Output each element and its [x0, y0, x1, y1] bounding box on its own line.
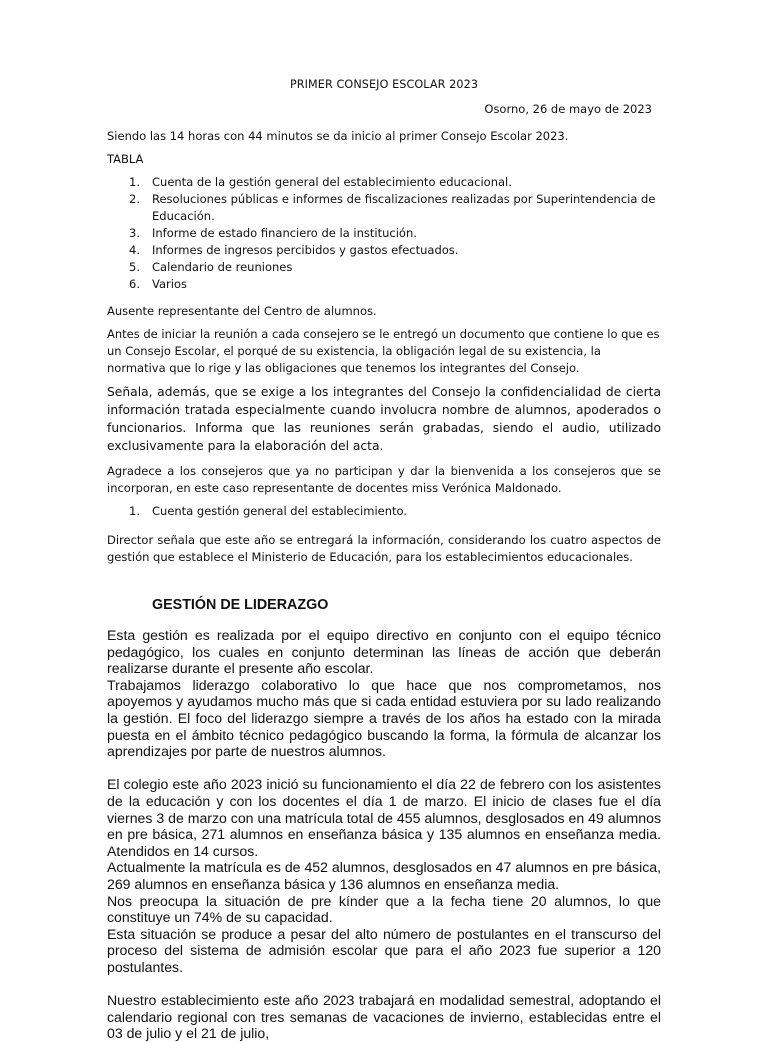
body-paragraph: Trabajamos liderazgo colaborativo lo que hace que nos comprometamos, nos apoyemos y ayudamos mucho más que si cada entidad estuviera por su lado realizando la gestión. El foco del liderazgo siempre a través de los años ha estado con la mirada puesta en el ámbito técnico pedagógico buscando la forma, la fórmula de alcanzar los aprendizajes por parte de nuestros alumnos. — [107, 676, 661, 760]
body-paragraph: Nos preocupa la situación de pre kínder que a la fecha tiene 20 alumnos, lo que constituye un 74% de su capacidad. — [107, 892, 661, 926]
agenda-item — [107, 174, 661, 191]
agenda-item-text: Resoluciones públicas e informes de fiscalizaciones realizadas por Superintendencia de Educación. — [152, 192, 656, 223]
body-paragraph: Esta gestión es realizada por el equipo directivo en conjunto con el equipo técnico pedagógico, los cuales en conjunto determinan las líneas de acción que deberán realizarse durante el presente año escolar. — [107, 627, 661, 677]
confidentiality-paragraph: Señala, además, que se exige a los integrantes del Consejo la confidencialidad de cierta información tratada especialmente cuando involucra nombre de alumnos, apoderados o funcionarios. Informa que las reuniones serán grabadas, siendo el audio, utilizado exclusivamente para la elaboración del acta. — [107, 385, 661, 453]
absent-note: Ausente representante del Centro de alumnos. — [107, 304, 377, 318]
agenda-item-text: Calendario de reuniones — [152, 260, 293, 274]
agenda-item-number: 4. — [129, 243, 140, 257]
section-heading — [107, 503, 661, 520]
opening-paragraph: Siendo las 14 horas con 44 minutos se da inicio al primer Consejo Escolar 2023. — [107, 129, 569, 143]
agenda-item-text: Informes de ingresos percibidos y gastos efectuados. — [152, 243, 459, 257]
section-number: 1. — [129, 504, 140, 518]
agenda-item — [107, 276, 661, 293]
place-date: Osorno, 26 de mayo de 2023 — [484, 102, 652, 116]
section-list — [107, 503, 661, 520]
agenda-item-number: 1. — [129, 175, 140, 189]
body-paragraph: Nuestro establecimiento este año 2023 trabajará en modalidad semestral, adoptando el calendario regional con tres semanas de vacaciones de invierno, establecidas entre el 03 de julio y el 21 de julio, — [107, 992, 661, 1042]
body-paragraph: El colegio este año 2023 inició su funcionamiento el día 22 de febrero con los asistentes de la educación y con los docentes el día 1 de marzo. El inicio de clases fue el día viernes 3 de marzo con una matrícula total de 455 alumnos, desglosados en 49 alumnos en pre básica, 271 alumnos en enseñanza básica y 135 alumnos en enseñanza media. Atendidos en 14 cursos. — [107, 776, 661, 859]
agenda-item-text: Informe de estado financiero de la institución. — [152, 226, 417, 240]
document-handout-paragraph: Antes de iniciar la reunión a cada consejero se le entregó un documento que contiene lo que es un Consejo Escolar, el porqué de su existencia, la obligación legal de su existencia, la normativa que lo rige y las obligaciones que tenemos los integrantes del Consejo. — [107, 327, 660, 375]
document-title: PRIMER CONSEJO ESCOLAR 2023 — [289, 78, 479, 91]
agenda-list — [107, 174, 661, 293]
agenda-item — [107, 225, 661, 242]
agenda-item — [107, 191, 661, 225]
agenda-item-text: Varios — [152, 277, 187, 291]
agenda-item-text: Cuenta de la gestión general del establecimiento educacional. — [152, 175, 512, 189]
section-title: Cuenta gestión general del establecimiento. — [152, 504, 408, 518]
agenda-item — [107, 259, 661, 276]
agenda-item-number: 3. — [129, 226, 140, 240]
agenda-item-number: 6. — [129, 277, 140, 291]
welcome-paragraph: Agradece a los consejeros que ya no participan y dar la bienvenida a los consejeros que se incorporan, en este caso representante de docentes miss Verónica Maldonado. — [107, 464, 661, 495]
agenda-item — [107, 242, 661, 259]
director-paragraph: Director señala que este año se entregará la información, considerando los cuatro aspectos de gestión que establece el Ministerio de Educación, para los establecimientos educacionales. — [107, 533, 661, 564]
agenda-item-number: 2. — [129, 192, 140, 206]
body-paragraph: Esta situación se produce a pesar del alto número de postulantes en el transcurso del proceso del sistema de admisión escolar que para el año 2023 fue superior a 120 postulantes. — [107, 925, 661, 975]
agenda-item-number: 5. — [129, 260, 140, 274]
body-paragraph: Actualmente la matrícula es de 452 alumnos, desglosados en 47 alumnos en pre básica, 269 alumnos en enseñanza básica y 136 alumnos en enseñanza media. — [107, 859, 661, 892]
tabla-label: TABLA — [107, 152, 144, 166]
liderazgo-section — [107, 627, 661, 1042]
heading-gestion-liderazgo: GESTIÓN DE LIDERAZGO — [152, 597, 329, 613]
